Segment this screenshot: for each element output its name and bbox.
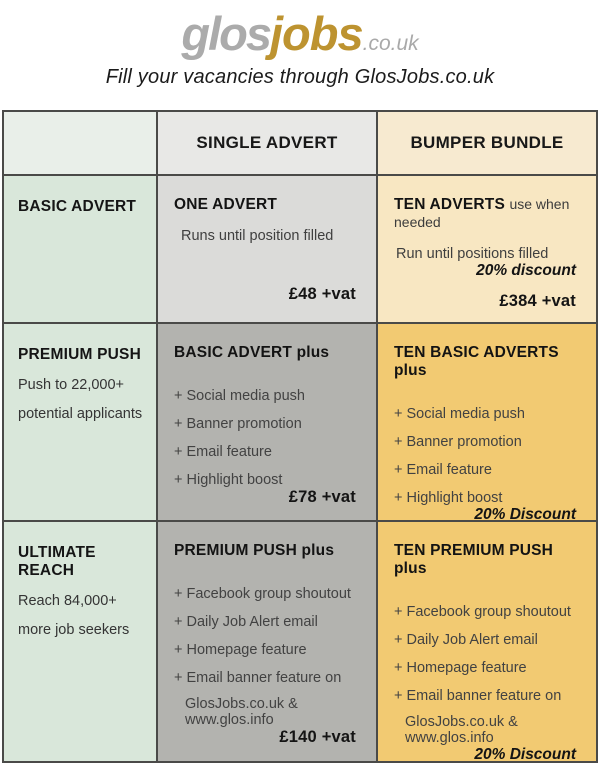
plan-feature: + Highlight boost	[174, 472, 283, 488]
plan-cell-ten-basic-adverts-plus	[378, 324, 596, 520]
row-label-title: ULTIMATE REACH	[18, 544, 96, 579]
plan-price: £78 +vat	[288, 488, 356, 506]
plan-price: £140 +vat	[279, 728, 356, 746]
plan-feature: + Email feature	[394, 462, 492, 478]
header-products-cell	[4, 112, 156, 174]
tagline: Fill your vacancies through GlosJobs.co.uk	[105, 65, 495, 88]
plan-feature: + Daily Job Alert email	[394, 632, 538, 648]
plan-title: TEN ADVERTS	[394, 196, 505, 213]
plan-title-note: use when needed	[394, 196, 570, 230]
row-label-line: Reach 84,000+	[18, 593, 117, 609]
plan-cell-one-advert	[158, 176, 376, 322]
plan-title: BASIC ADVERT plus	[174, 344, 330, 361]
row-label-basic-advert	[4, 176, 156, 322]
plan-feature: + Facebook group shoutout	[174, 586, 351, 602]
plan-feature: + Email feature	[174, 444, 272, 460]
plan-title: TEN PREMIUM PUSH plus	[394, 542, 554, 577]
plan-feature: + Email banner feature on	[174, 670, 342, 686]
discount-badge: 20% discount	[476, 262, 576, 279]
logo-glos-text: glos	[181, 7, 270, 60]
header-bumper-bundle: BUMPER BUNDLE	[378, 112, 596, 174]
plan-feature: + Email banner feature on	[394, 688, 562, 704]
plan-feature: + Daily Job Alert email	[174, 614, 318, 630]
plan-feature: + Homepage feature	[174, 642, 307, 658]
plan-feature: + Social media push	[394, 406, 525, 422]
plan-cell-premium-push-plus	[158, 522, 376, 761]
plan-feature: + Banner promotion	[394, 434, 522, 450]
row-label-ultimate-reach	[4, 522, 156, 761]
plan-price: £384 +vat	[499, 292, 576, 310]
plan-price: £48 +vat	[288, 285, 356, 303]
pricing-table	[2, 110, 598, 763]
plan-cell-ten-adverts	[378, 176, 596, 322]
plan-feature: + Homepage feature	[394, 660, 527, 676]
plan-note: Runs until position filled	[181, 228, 334, 244]
page-header	[0, 0, 600, 110]
row-label-premium-push	[4, 324, 156, 520]
row-label-line: potential applicants	[18, 406, 143, 422]
plan-feature: + Highlight boost	[394, 490, 503, 506]
glosjobs-logo	[0, 8, 600, 60]
row-label-line: Push to 22,000+	[18, 377, 125, 393]
row-label-line: more job seekers	[18, 622, 130, 638]
plan-feature: + Facebook group shoutout	[394, 604, 571, 620]
plan-title: ONE ADVERT	[174, 196, 278, 213]
plan-feature-continuation: GlosJobs.co.uk & www.glos.info	[405, 714, 518, 746]
row-label-title: PREMIUM PUSH	[18, 346, 141, 363]
plan-feature: + Banner promotion	[174, 416, 302, 432]
row-label-title: BASIC ADVERT	[18, 198, 137, 215]
plan-feature-continuation: GlosJobs.co.uk & www.glos.info	[185, 696, 298, 728]
plan-note: Run until positions filled	[396, 246, 549, 262]
header-single-advert: SINGLE ADVERT	[158, 112, 376, 174]
logo-jobs-text: jobs	[269, 7, 363, 60]
logo-domain-text: .co.uk	[362, 32, 419, 55]
plan-title: TEN BASIC ADVERTS plus	[394, 344, 559, 379]
plan-feature: + Social media push	[174, 388, 305, 404]
discount-badge: 20% Discount	[474, 746, 576, 761]
plan-cell-ten-premium-push-plus	[378, 522, 596, 761]
plan-title: PREMIUM PUSH plus	[174, 542, 335, 559]
plan-cell-basic-advert-plus	[158, 324, 376, 520]
discount-badge: 20% Discount	[474, 506, 576, 520]
